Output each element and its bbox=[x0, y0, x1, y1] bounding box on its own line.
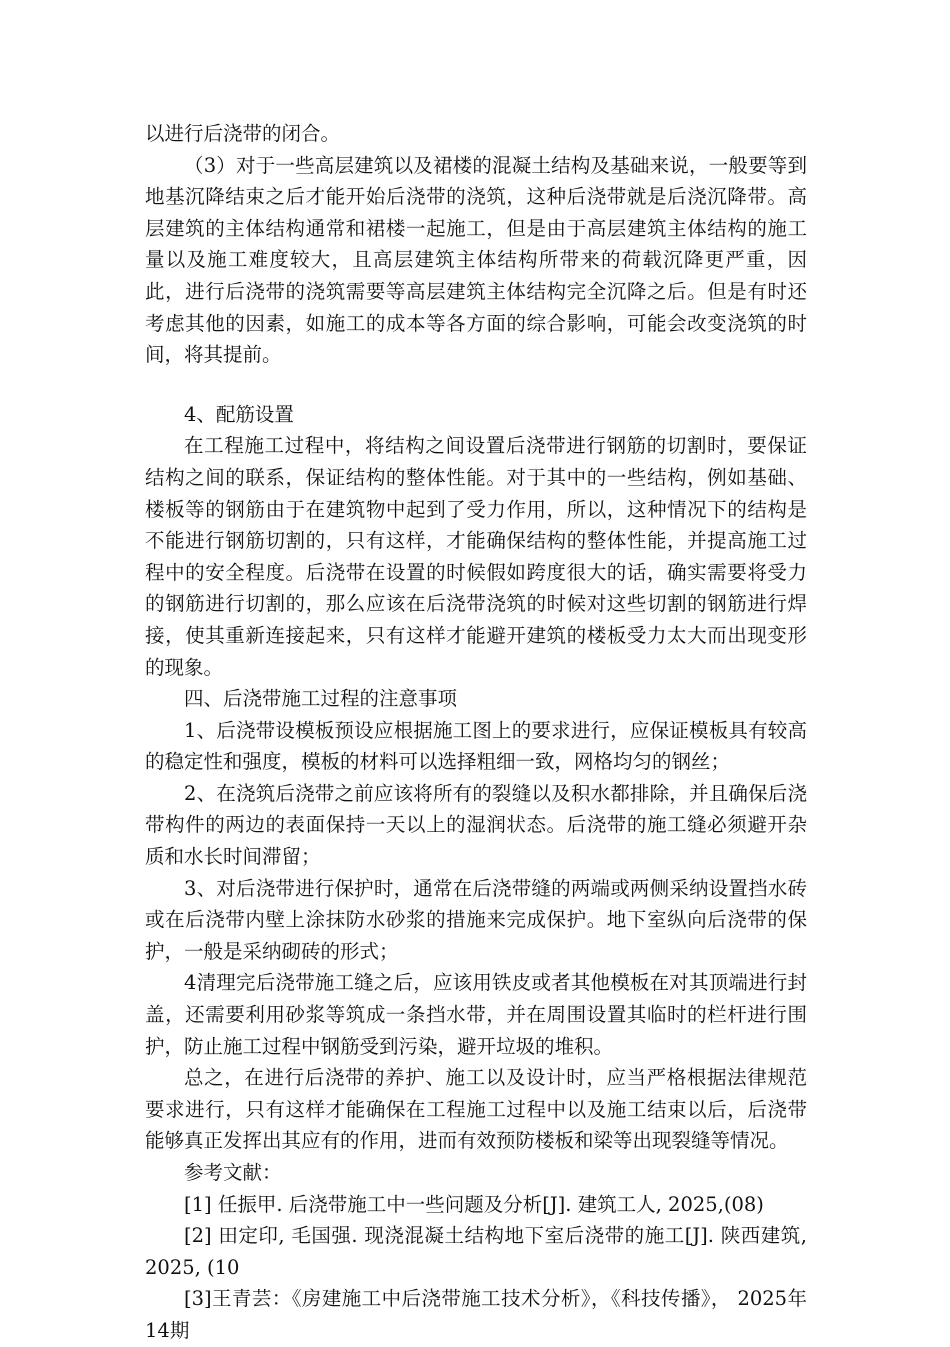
paragraph-settlement-band: （3）对于一些高层建筑以及裙楼的混凝土结构及基础来说，一般要等到地基沉降结束之后才能开始后浇带的浇筑，这种后浇带就是后浇沉降带。高层建筑的主体结构通常和裙楼一起施工，但是由于高层建筑主体结构的施工量以及施工难度较大，且高层建筑主体结构所带来的荷载沉降更严重，因此，进行后浇带的浇筑需要等高层建筑主体结构完全沉降之后。但是有时还考虑其他的因素，如施工的成本等各方面的综合影响，可能会改变浇筑的时间，将其提前。 bbox=[145, 153, 807, 367]
list-item-formwork: 1、后浇带设模板预设应根据施工图上的要求进行，应保证模板具有较高的稳定性和强度，模板的材料可以选择粗细一致，网格均匀的钢丝； bbox=[145, 718, 807, 774]
references-title: 参考文献： bbox=[184, 1161, 282, 1184]
heading-reinforcement: 4、配筋设置 bbox=[184, 402, 294, 426]
reference-item: [2] 田定印, 毛国强. 现浇混凝土结构地下室后浇带的施工[J]. 陕西建筑, 2025, (10 bbox=[145, 1224, 807, 1279]
paragraph-gap bbox=[145, 371, 807, 399]
list-item-protection: 3、对后浇带进行保护时，通常在后浇带缝的两端或两侧采纳设置挡水砖或在后浇带内壁上涂抹防水砂浆的措施来完成保护。地下室纵向后浇带的保护，一般是采纳砌砖的形式； bbox=[145, 876, 807, 963]
reference-item: [1] 任振甲. 后浇带施工中一些问题及分析[J]. 建筑工人, 2025,(08) bbox=[184, 1192, 764, 1216]
list-item-capping: 4清理完后浇带施工缝之后，应该用铁皮或者其他模板在对其顶端进行封盖，还需要利用砂浆等筑成一条挡水带，并在周围设置其临时的栏杆进行围护，防止施工过程中钢筋受到污染，避开垃圾的堆积。 bbox=[145, 971, 807, 1058]
paragraph-continuation: 以进行后浇带的闭合。 bbox=[145, 122, 341, 145]
document-page bbox=[145, 118, 807, 1347]
heading-precautions: 四、后浇带施工过程的注意事项 bbox=[184, 687, 458, 711]
list-item-cracks: 2、在浇筑后浇带之前应该将所有的裂缝以及积水都排除，并且确保后浇带构件的两边的表面保持一天以上的湿润状态。后浇带的施工缝必须避开杂质和水长时间滞留； bbox=[145, 781, 807, 869]
paragraph-reinforcement: 在工程施工过程中，将结构之间设置后浇带进行钢筋的切割时，要保证结构之间的联系，保证结构的整体性能。对于其中的一些结构，例如基础、楼板等的钢筋由于在建筑物中起到了受力作用，所以，这种情况下的结构是不能进行钢筋切割的，只有这样，才能确保结构的整体性能，并提高施工过程中的安全程度。后浇带在设置的时候假如跨度很大的话，确实需要将受力的钢筋进行切割的，那么应该在后浇带浇筑的时候对这些切割的钢筋进行焊接，使其重新连接起来，只有这样才能避开建筑的楼板受力太大而出现变形的现象。 bbox=[145, 434, 807, 679]
paragraph-summary: 总之，在进行后浇带的养护、施工以及设计时，应当严格根据法律规范要求进行，只有这样才能确保在工程施工过程中以及施工结束以后，后浇带能够真正发挥出其应有的作用，进而有效预防楼板和梁等出现裂缝等情况。 bbox=[145, 1066, 807, 1153]
reference-item: [3]王青芸：《房建施工中后浇带施工技术分析》，《科技传播》， 2025年14期 bbox=[145, 1287, 807, 1342]
